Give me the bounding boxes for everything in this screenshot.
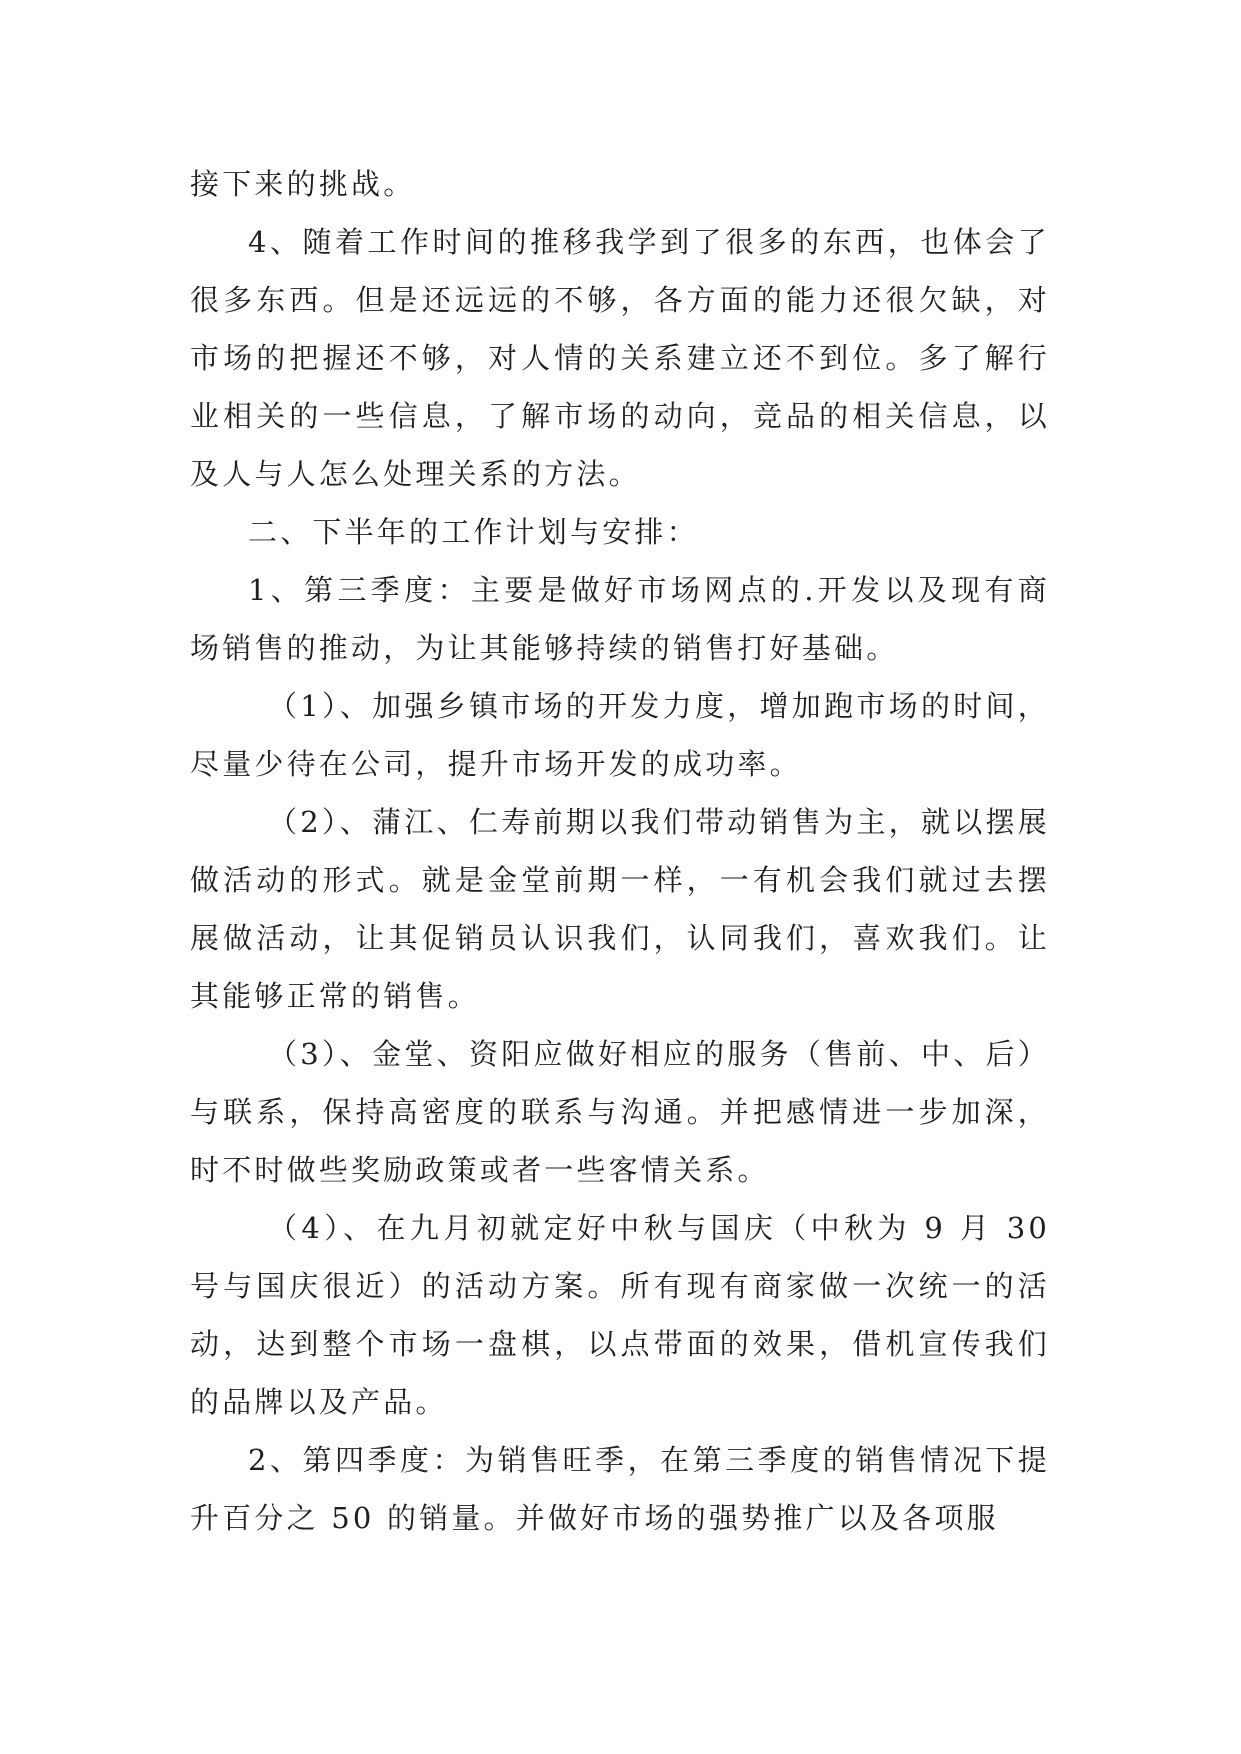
paragraph-item-4: 4、随着工作时间的推移我学到了很多的东西，也体会了很多东西。但是还远远的不够，各方面的能力还很欠缺，对市场的把握还不够，对人情的关系建立还不到位。多了解行业相关的一些信息，了解市场的动向，竞品的相关信息，以及人与人怎么处理关系的方法。: [190, 225, 1050, 491]
document-body: [190, 155, 1050, 1547]
paragraph-q3-sub-3: （3）、金堂、资阳应做好相应的服务（售前、中、后）与联系，保持高密度的联系与沟通。并把感情进一步加深，时不时做些奖励政策或者一些客情关系。: [190, 1037, 1050, 1187]
paragraph-q3-sub-4: （4）、在九月初就定好中秋与国庆（中秋为 9 月 30 号与国庆很近）的活动方案。所有现有商家做一次统一的活动，达到整个市场一盘棋，以点带面的效果，借机宣传我们的品牌以及产品。: [190, 1211, 1050, 1419]
paragraph-q3-sub-1: （1）、加强乡镇市场的开发力度，增加跑市场的时间，尽量少待在公司，提升市场开发的成功率。: [190, 689, 1050, 781]
paragraph-continuation: 接下来的挑战。: [190, 167, 416, 201]
section-heading-second-half-plan: 二、下半年的工作计划与安排：: [248, 515, 699, 549]
paragraph-q3: 1、第三季度：主要是做好市场网点的.开发以及现有商场销售的推动，为让其能够持续的销售打好基础。: [190, 573, 1050, 665]
paragraph-q4: 2、第四季度：为销售旺季，在第三季度的销售情况下提升百分之 50 的销量。并做好市场的强势推广以及各项服: [190, 1443, 1050, 1535]
paragraph-q3-sub-2: （2）、蒲江、仁寿前期以我们带动销售为主，就以摆展做活动的形式。就是金堂前期一样，一有机会我们就过去摆展做活动，让其促销员认识我们，认同我们，喜欢我们。让其能够正常的销售。: [190, 805, 1050, 1013]
